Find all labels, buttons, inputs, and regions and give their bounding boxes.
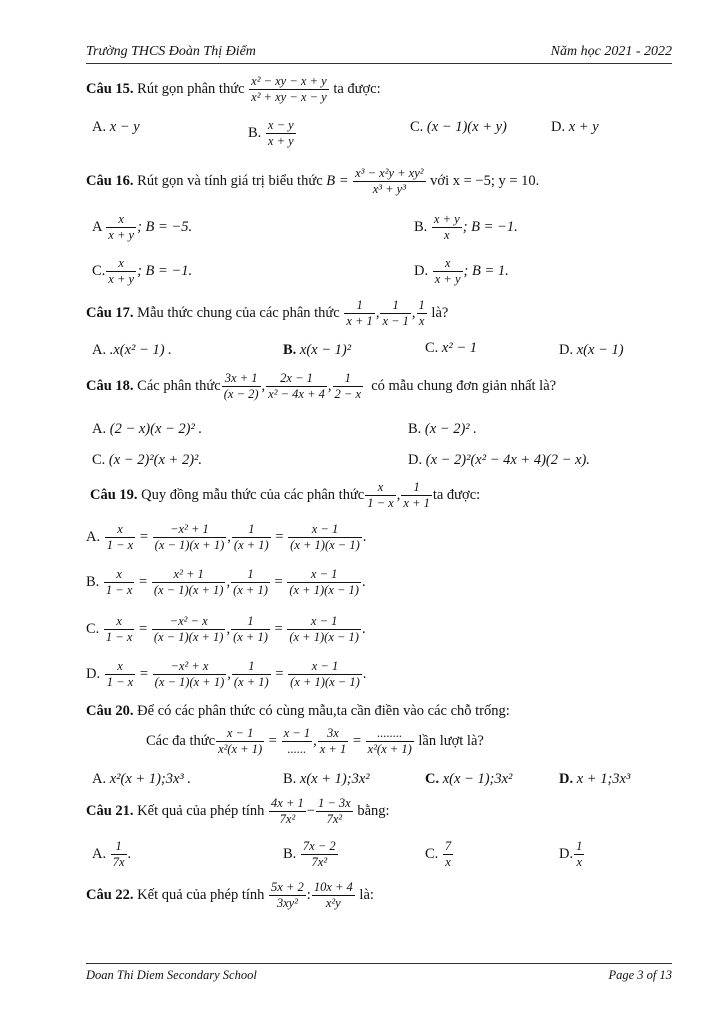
option-b[interactable]: B. $\frac{x - y}{x + y}$ — [248, 118, 294, 148]
question-tail: có mẫu chung đơn giản nhất là? — [371, 377, 557, 394]
option-d[interactable]: D. x(x − 1) — [559, 342, 624, 358]
question-15 — [86, 74, 381, 105]
header-school: Trường THCS Đoàn Thị Điểm — [86, 44, 256, 59]
fraction: $\frac{\text{x³ − x²y + xy²}}{\text{x³ + y³}}$ — [355, 166, 424, 196]
question-label: Câu 15. — [86, 80, 134, 97]
question-text: Rút gọn và tính giá trị biểu thức — [137, 172, 323, 189]
question-19: Câu 19. Quy đồng mẫu thức của các phân thức $\frac{x}{1 - x}$ , $\frac{1}{x + 1}$ ta được: — [90, 480, 481, 510]
question-tail: ta được: — [432, 486, 481, 503]
question-tail: với x = −5; y = 10. — [430, 172, 540, 189]
option-c[interactable]: C. $\frac{x}{1 - x}$ = $\frac{\text{−x² − x}}{(x - 1)(x + 1)}$ , $\frac{1}{(x + 1)}$ = $\frac{x - 1}{(x + 1)(x - 1)}$ . — [86, 614, 366, 644]
question-text: Các phân thức — [137, 377, 221, 394]
question-text: Mẫu thức chung của các phân thức — [137, 304, 340, 321]
option-c[interactable]: C. x² − 1 — [425, 340, 477, 356]
question-label: Câu 18. — [86, 377, 134, 394]
option-b[interactable]: B. x(x − 1)² — [283, 342, 352, 358]
page-number: Page 3 of 13 — [608, 968, 672, 982]
question-label: Câu 16. — [86, 172, 134, 189]
option-a[interactable]: A. x − y — [92, 119, 140, 135]
fraction: $\frac{\text{x² − xy − x + y}}{\text{x² + xy − x − y}}$ — [251, 74, 327, 104]
question-text: Để có các phân thức có cùng mẫu,ta cần điền vào các chỗ trống: — [137, 703, 510, 719]
option-b[interactable]: B. $\frac{7x - 2}{\text{7x²}}$ — [283, 839, 336, 869]
option-c[interactable]: C. $\frac{7}{x}$ — [425, 839, 452, 869]
option-a[interactable]: A $\frac{x}{x + y}$ ; B = −5. — [92, 212, 193, 242]
page-header — [86, 44, 672, 62]
option-c[interactable]: C. x(x − 1);3x² — [425, 771, 513, 787]
option-d[interactable]: D. x + 1;3x³ — [559, 771, 631, 787]
question-17: Câu 17. Mẫu thức chung của các phân thức $\frac{1}{x + 1}$ , $\frac{1}{x - 1}$ , $\frac{1}{x}$ là? — [86, 298, 449, 328]
header-rule — [86, 63, 672, 64]
question-text: Kết quả của phép tính — [137, 886, 265, 903]
option-c[interactable]: C. (x − 2)²(x + 2)². — [92, 452, 202, 468]
option-b[interactable]: B. (x − 2)² . — [408, 421, 477, 437]
option-d[interactable]: D. $\frac{x}{x + y}$ ; B = 1. — [414, 256, 509, 286]
question-label: Câu 17. — [86, 304, 134, 321]
footer-school: Doan Thi Diem Secondary School — [86, 968, 257, 982]
page-footer — [86, 968, 672, 984]
option-d[interactable]: D. x + y — [551, 119, 599, 135]
question-tail: là? — [431, 304, 449, 321]
option-c[interactable]: C. (x − 1)(x + y) — [410, 119, 507, 135]
option-c[interactable]: C. $\frac{x}{x + y}$ ; B = −1. — [92, 256, 193, 286]
option-a[interactable]: A. (2 − x)(x − 2)² . — [92, 421, 203, 437]
option-a[interactable]: A. .x(x² − 1) . — [92, 342, 172, 358]
question-18: Câu 18. Các phân thức $\frac{3x + 1}{(x - 2)}$ , $\frac{2x - 1}{\text{x² − 4x + 4}}$ , $\frac{1}{2 - x}$ có mẫu chung đơn giản nhất là? — [86, 371, 557, 401]
option-a[interactable]: A. $\frac{1}{7x}$ . — [92, 839, 132, 869]
question-text: Rút gọn phân thức — [137, 80, 245, 97]
question-16: Câu 16. Rút gọn và tính giá trị biểu thức B = $\frac{\text{x³ − x²y + xy²}}{\text{x³ + y³}}$ với x = −5; y = 10. — [86, 166, 540, 196]
header-year: Năm học 2021 - 2022 — [550, 44, 672, 59]
question-label: Câu 21. — [86, 802, 134, 819]
option-a[interactable]: A. x²(x + 1);3x³ . — [92, 771, 192, 787]
question-tail: bằng: — [357, 802, 390, 819]
question-tail: ta được: — [333, 80, 381, 97]
option-b[interactable]: B. $\frac{x + y}{x}$ ; B = −1. — [414, 212, 518, 242]
option-d[interactable]: D. $\frac{x}{1 - x}$ = $\frac{\text{−x² + x}}{(x - 1)(x + 1)}$ , $\frac{1}{(x + 1)}$ = $\frac{x - 1}{(x + 1)(x - 1)}$ . — [86, 659, 367, 689]
option-a[interactable]: A. $\frac{x}{1 - x}$ = $\frac{\text{−x² + 1}}{(x - 1)(x + 1)}$ , $\frac{1}{(x + 1)}$ = $\frac{x - 1}{(x + 1)(x - 1)}$ . — [86, 522, 367, 552]
option-d[interactable]: D. (x − 2)²(x² − 4x + 4)(2 − x). — [408, 452, 590, 468]
option-b[interactable]: B. x(x + 1);3x² — [283, 771, 370, 787]
question-label: Câu 20. — [86, 703, 134, 719]
question-label: Câu 19. — [90, 486, 138, 503]
option-b[interactable]: B. $\frac{x}{1 - x}$ = $\frac{\text{x² + 1}}{(x - 1)(x + 1)}$ , $\frac{1}{(x + 1)}$ = $\frac{x - 1}{(x + 1)(x - 1)}$ . — [86, 567, 366, 597]
question-20-expression: Các đa thức $\frac{x - 1}{\text{x²(x + 1)}}$ = $\frac{x - 1}{......}$ , $\frac{3x}{x + 1}$ = $\frac{........}{\text{x²(x + 1)}}$ lần lượt là? — [146, 726, 484, 756]
question-22: Câu 22. Kết quả của phép tính $\frac{5x + 2}{\text{3xy²}}$ : $\frac{10x + 4}{\text{x²y}}$ là: — [86, 880, 374, 910]
question-label: Câu 22. — [86, 886, 134, 903]
question-20 — [86, 703, 510, 720]
footer-rule — [86, 963, 672, 964]
question-text: Kết quả của phép tính — [137, 802, 265, 819]
question-21: Câu 21. Kết quả của phép tính $\frac{4x + 1}{\text{7x²}}$ − $\frac{1 - 3x}{\text{7x²}}$ bằng: — [86, 796, 390, 826]
option-d[interactable]: D. $\frac{1}{x}$ — [559, 839, 583, 869]
question-tail: là: — [359, 886, 374, 903]
question-text: Quy đồng mẫu thức của các phân thức — [141, 486, 365, 503]
